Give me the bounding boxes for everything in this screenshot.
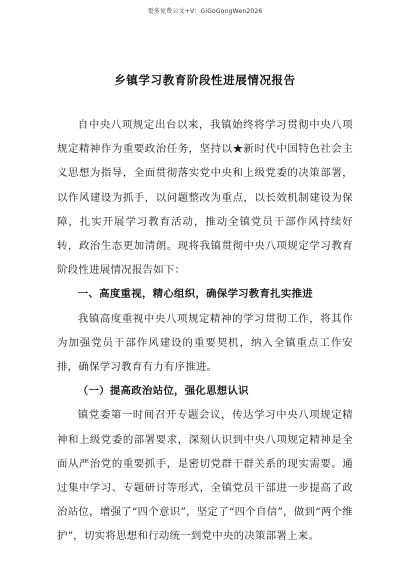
header-note: 更多免费公文+V：GiGoGongWen2026 xyxy=(147,8,263,15)
section-heading-1: 一、高度重视，精心组织，确保学习教育扎实推进 xyxy=(77,288,313,301)
paragraph-subsection-1: 镇党委第一时间召开专题会议，传达学习中央八项规定精神和上级党委的部署要求，深刻认识到中央八项规定精神是全面从严治党的重要抓手，是密切党群干群关系的现实需要。通过集中学习、专题研讨等形式，全镇党员干部进一步提高了政治站位，增强了“四个意识”，坚定了“四个自信”，做到“两个维护”，切实将思想和行动统一到党中央的决策部署上来。 xyxy=(57,409,353,543)
paragraph-intro: 自中央八项规定出台以来，我镇始终将学习贯彻中央八项规定精神作为重要政治任务，坚持以★新时代中国特色社会主义思想为指导，全面贯彻落实党中央和上级党委的决策部署，以作风建设为抓手，以问题整改为重点，以长效机制建设为保障，扎实开展学习教育活动，推动全镇党员干部作风持续好转，政治生态更加清朗。现将我镇贯彻中央八项规定学习教育阶段性进展情况报告如下： xyxy=(57,119,353,277)
subsection-heading-1: （一）提高政治站位，强化思想认识 xyxy=(77,385,249,398)
paragraph-section-1: 我镇高度重视中央八项规定精神的学习贯彻工作，将其作为加强党员干部作风建设的重要契机，纳入全镇重点工作安排，确保学习教育有力有序推进。 xyxy=(57,312,353,374)
page-title: 乡镇学习教育阶段性进展情况报告 xyxy=(114,73,296,87)
document-body xyxy=(57,113,353,549)
